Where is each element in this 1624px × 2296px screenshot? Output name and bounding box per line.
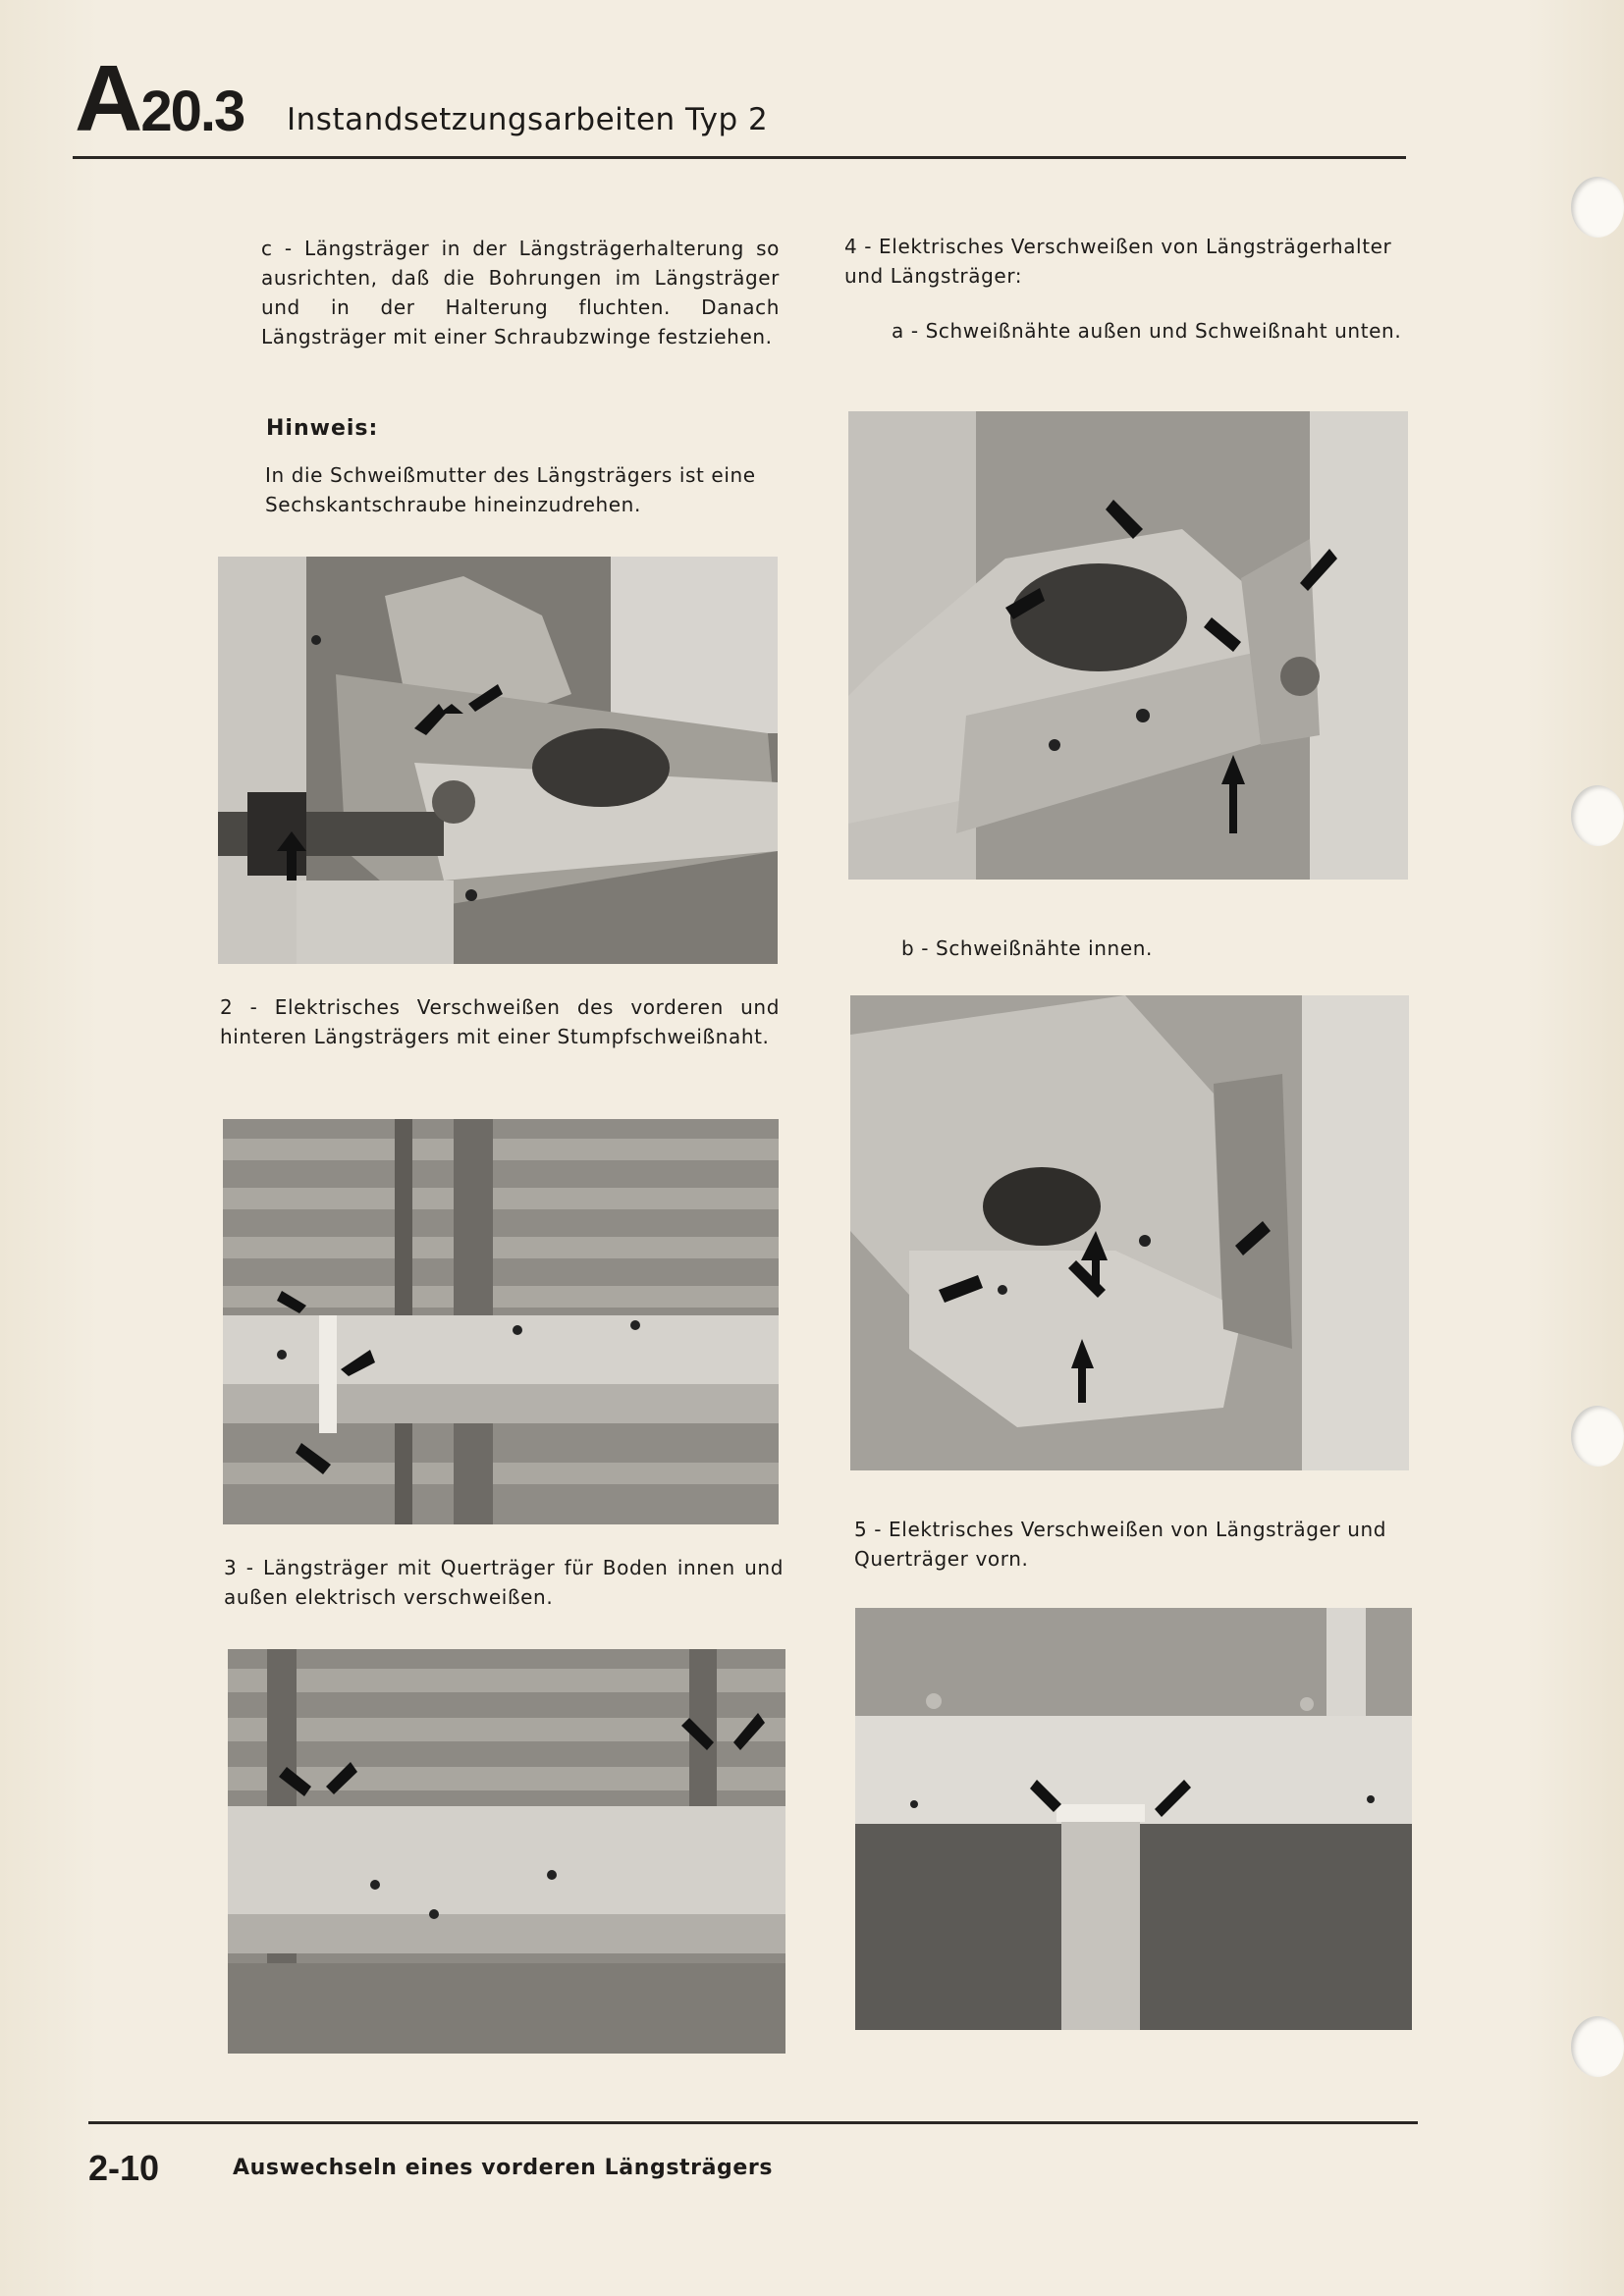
page-number: 2-10: [88, 2148, 160, 2188]
footer-rule: [88, 2121, 1418, 2124]
note-text: In die Schweißmutter des Längsträgers ist eine Sechskantschraube hineinzudrehen.: [265, 463, 756, 516]
photo-front-crossmember-weld: [855, 1608, 1412, 2030]
binder-hole: [1571, 2016, 1624, 2077]
photo-clamp-rail: [218, 557, 778, 964]
binder-hole: [1571, 1406, 1624, 1467]
footer-title: Auswechseln eines vorderen Längsträgers: [233, 2156, 774, 2180]
binder-hole: [1571, 177, 1624, 238]
photo-butt-weld: [223, 1119, 779, 1524]
step-4a-text: a - Schweißnähte außen und Schweißnaht unten.: [892, 319, 1402, 343]
page-title: Instandsetzungsarbeiten Typ 2: [287, 102, 769, 137]
section-letter: A: [75, 46, 141, 151]
section-code: [75, 45, 244, 153]
header-rule: [73, 156, 1406, 159]
section-number: 20.3: [140, 80, 244, 143]
photo-inner-welds: [850, 995, 1409, 1470]
step-4b-text: b - Schweißnähte innen.: [901, 936, 1153, 960]
step-c-text: c - Längsträger in der Längsträgerhalterung so ausrichten, daß die Bohrungen im Längsträger und in der Halterung fluchten. Danach Längsträger mit einer Schraubzwinge festziehen.: [261, 237, 780, 348]
step-4-text: 4 - Elektrisches Verschweißen von Längsträgerhalter und Längsträger:: [844, 235, 1392, 288]
step-3-text: 3 - Längsträger mit Querträger für Boden innen und außen elektrisch verschweißen.: [224, 1556, 784, 1609]
step-2-text: 2 - Elektrisches Verschweißen des vorderen und hinteren Längsträgers mit einer Stumpfschweißnaht.: [220, 995, 780, 1048]
note-heading: Hinweis:: [266, 416, 379, 441]
step-5-text: 5 - Elektrisches Verschweißen von Längsträger und Querträger vorn.: [854, 1518, 1387, 1571]
photo-crossmember-weld: [228, 1649, 785, 2054]
binder-hole: [1571, 785, 1624, 846]
photo-outer-welds: [848, 411, 1408, 880]
